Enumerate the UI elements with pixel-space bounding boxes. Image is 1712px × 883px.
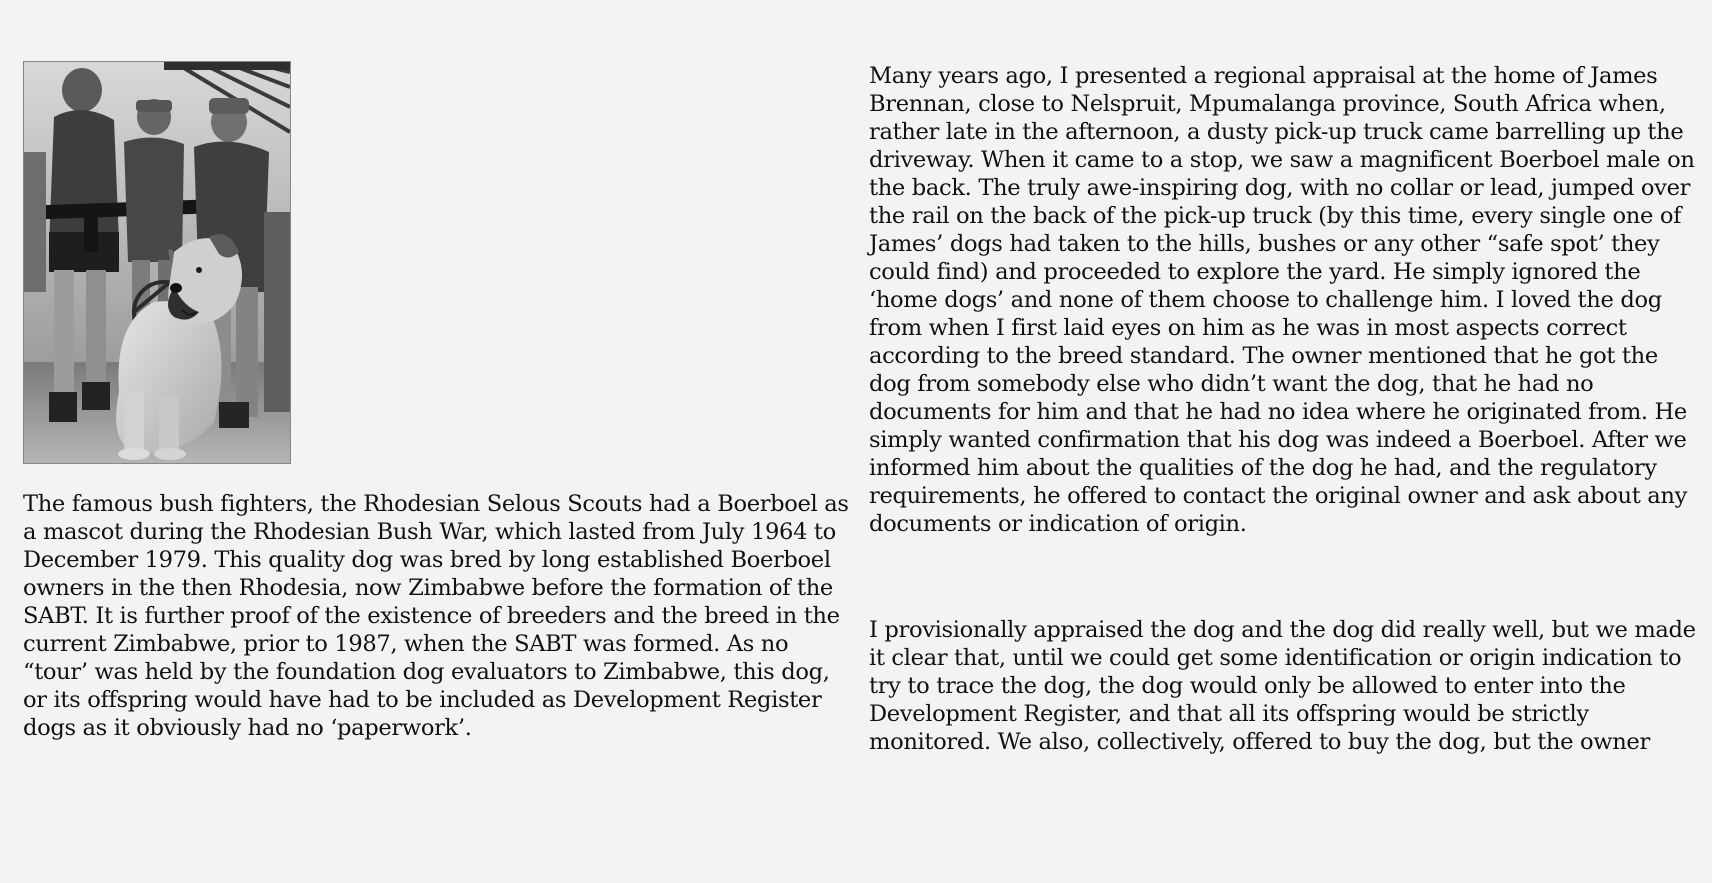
photo-icon [24, 62, 290, 463]
soldiers-with-boerboel-photo [23, 61, 291, 464]
right-paragraph-2: I provisionally appraised the dog and the dog did really well, but we made it clear that, until we could get some identification or origin indication to try to trace the dog, the dog would only be allowed to enter into the Development Register, and that all its offspring would be strictly monitored. We also, collectively, offered to buy the dog, but the owner [869, 617, 1696, 755]
left-paragraph: The famous bush fighters, the Rhodesian Selous Scouts had a Boerboel as a mascot during the Rhodesian Bush War, which lasted from July 1964 to December 1979. This quality dog was bred by long established Boerboel owners in the then Rhodesia, now Zimbabwe before the formation of the SABT. It is further proof of the existence of breeders and the breed in the current Zimbabwe, prior to 1987, when the SABT was formed. As no “tour’ was held by the foundation dog evaluators to Zimbabwe, this dog, or its offspring would have had to be included as Development Register dogs as it obviously had no ‘paperwork’. [23, 491, 849, 741]
right-paragraph-1: Many years ago, I presented a regional appraisal at the home of James Brennan, close to Nelspruit, Mpumalanga province, South Africa when, rather late in the afternoon, a dusty pick-up truck came barrelling up the driveway. When it came to a stop, we saw a magnificent Boerboel male on the back. The truly awe-inspiring dog, with no collar or lead, jumped over the rail on the back of the pick-up truck (by this time, every single one of James’ dogs had taken to the hills, bushes or any other “safe spot’ they could find) and proceeded to explore the yard. He simply ignored the ‘home dogs’ and none of them choose to challenge him. I loved the dog from when I first laid eyes on him as he was in most aspects correct according to the breed standard. The owner mentioned that he got the dog from somebody else who didn’t want the dog, that he had no documents for him and that he had no idea where he originated from. He simply wanted confirmation that his dog was indeed a Boerboel. After we informed him about the qualities of the dog he had, and the regulatory requirements, he offered to contact the original owner and ask about any documents or indication of origin. [869, 63, 1695, 537]
